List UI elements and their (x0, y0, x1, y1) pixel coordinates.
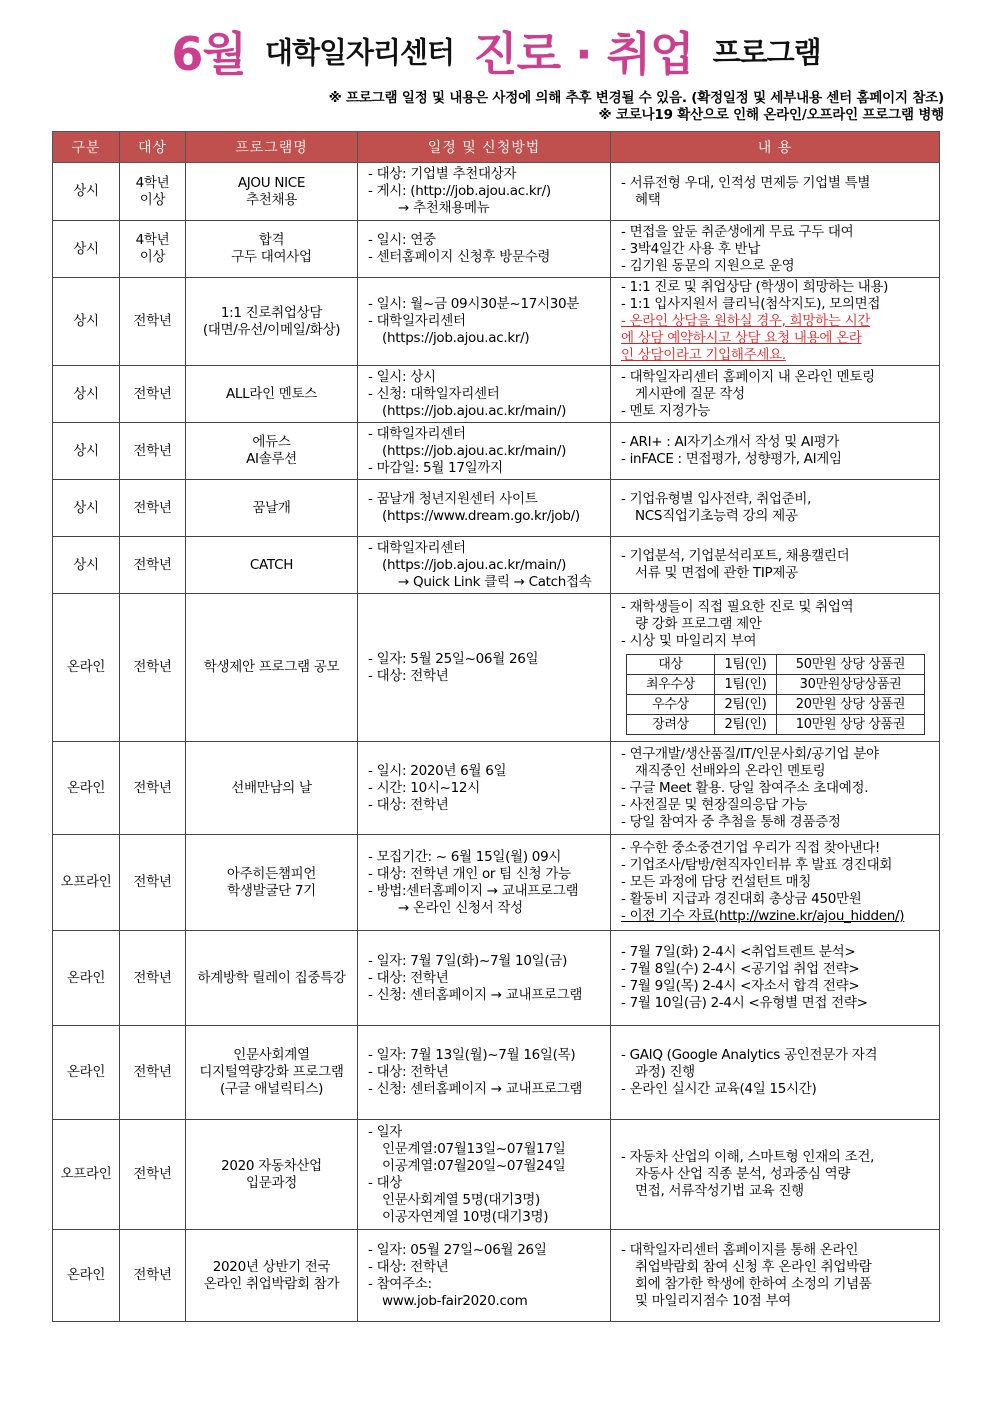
table-row (53, 366, 940, 423)
schedule-line: - 일자: 7월 13일(월)~7월 16일(목) (368, 1047, 576, 1063)
cell-target (120, 594, 186, 742)
cell-schedule (358, 594, 611, 742)
notice-block (329, 90, 944, 124)
cell-content (611, 594, 940, 742)
cell-content (611, 537, 940, 594)
page-title (0, 18, 992, 84)
program-name-line: 온라인 취업박람회 참가 (203, 1275, 340, 1292)
title-center: 대학일자리센터 (264, 35, 455, 70)
program-name-line: 디지털역량강화 프로그램 (199, 1064, 344, 1080)
cell-program-name (186, 163, 358, 221)
schedule-line: - 참여주소: (368, 1275, 432, 1292)
schedule-line: (https://www.dream.go.kr/job/) (382, 508, 580, 524)
program-name-line: AI솔루션 (246, 451, 297, 467)
content-line: NCS직업기초능력 강의 제공 (635, 508, 798, 524)
cell-category: 오프라인 (53, 1120, 120, 1230)
schedule-line: - 대상: 전학년 (368, 1064, 449, 1080)
target-line: 전학년 (133, 499, 172, 516)
cell-target (120, 1120, 186, 1230)
schedule-line: → 추천채용메뉴 (398, 200, 490, 216)
cell-category: 상시 (53, 480, 120, 537)
schedule-line: - 신청: 센터홈페이지 → 교내프로그램 (368, 986, 583, 1003)
target-line: 전학년 (133, 874, 172, 890)
table-row (53, 835, 940, 931)
schedule-line: - 신청: 대학일자리센터 (368, 385, 500, 402)
prize-cell: 최우수상 (627, 674, 715, 694)
schedule-line: - 대상 (368, 1174, 403, 1191)
table-row (53, 1026, 940, 1120)
schedule-line: - 대상: 기업별 추천대상자 (368, 166, 517, 182)
cell-schedule (358, 423, 611, 480)
cell-category: 온라인 (53, 1026, 120, 1120)
schedule-line: → Quick Link 클릭 → Catch접속 (398, 573, 592, 590)
program-name-line: 아주히든챔피언 (226, 865, 317, 882)
content-line: 취업박람회 참여 신청 후 온라인 취업박람 (635, 1258, 872, 1275)
content-line: - 우수한 중소중견기업 우리가 직접 찾아낸다! (621, 840, 880, 856)
cell-category: 오프라인 (53, 835, 120, 931)
cell-category: 상시 (53, 537, 120, 594)
content-line: - 연구개발/생산품질/IT/인문사회/공기업 분야 (621, 745, 879, 762)
content-line: 혜택 (635, 191, 661, 208)
program-name-line: 합격 (258, 232, 285, 248)
cell-content (611, 278, 940, 366)
table-row (53, 480, 940, 537)
program-name-line: ALL라인 멘토스 (225, 385, 318, 402)
program-name-line: 2020 자동차산업 (221, 1157, 322, 1174)
schedule-line: - 시간: 10시~12시 (368, 779, 480, 796)
target-line: 이상 (139, 191, 166, 208)
table-row (53, 221, 940, 278)
schedule-line: - 대상: 전학년 개인 or 팀 신청 가능 (368, 865, 571, 882)
header-program: 프로그램명 (186, 132, 358, 163)
cell-target (120, 163, 186, 221)
prize-row (627, 654, 925, 674)
content-line: - 기업조사/탐방/현직자인터뷰 후 발표 경진대회 (621, 857, 893, 873)
cell-target (120, 480, 186, 537)
target-line: 전학년 (133, 969, 172, 986)
content-line: - 대학일자리센터 홈페이지 내 온라인 멘토링 (621, 368, 875, 385)
content-line: - 서류전형 우대, 인적성 면제등 기업별 특별 (621, 174, 871, 191)
prize-cell: 10만원 상당 상품권 (777, 714, 925, 734)
content-notice-line: - 온라인 상담을 원하실 경우, 희망하는 시간 (621, 313, 871, 329)
cell-program-name (186, 366, 358, 423)
table-header-row (53, 132, 940, 163)
schedule-line: - 일자: 5월 25일~06월 26일 (368, 650, 539, 667)
cell-content (611, 835, 940, 931)
program-table (52, 131, 940, 1322)
content-line: 게시판에 질문 작성 (635, 385, 745, 402)
cell-category: 상시 (53, 163, 120, 221)
schedule-line: 이공계열:07월20일~07월24일 (382, 1157, 566, 1174)
prize-table (626, 654, 925, 735)
cell-target (120, 366, 186, 423)
program-name-line: 에듀스 (252, 434, 291, 450)
content-line: - 1:1 입사지원서 클리닉(첨삭지도), 모의면접 (621, 296, 881, 312)
program-name-line: 하계방학 릴레이 집중특강 (197, 969, 346, 986)
prize-cell: 30만원상당상품권 (777, 674, 925, 694)
prize-cell: 우수상 (627, 694, 715, 714)
cell-schedule (358, 1230, 611, 1322)
target-line: 4학년 (135, 232, 170, 248)
notice-line: ※ 프로그램 일정 및 내용은 사정에 의해 추후 변경될 수 있음. (확정일정 및 세부내용 센터 홈페이지 참조) (328, 90, 944, 106)
schedule-line: → 온라인 신청서 작성 (398, 899, 523, 916)
schedule-line: 인문사회계열 5명(대기3명) (382, 1191, 540, 1208)
schedule-line: - 대상: 전학년 (368, 969, 449, 986)
target-line: 4학년 (135, 174, 170, 191)
header-schedule: 일정 및 신청방법 (358, 132, 611, 163)
content-line: 재직중인 선배와의 온라인 멘토링 (635, 762, 826, 779)
schedule-line: - 마감일: 5월 17일까지 (368, 459, 503, 476)
cell-schedule (358, 835, 611, 931)
cell-target (120, 423, 186, 480)
cell-program-name (186, 1120, 358, 1230)
cell-content (611, 1026, 940, 1120)
program-name-line: CATCH (249, 556, 294, 573)
schedule-line: - 대학일자리센터 (368, 425, 466, 442)
content-line: 량 강화 프로그램 제안 (635, 615, 762, 632)
cell-schedule (358, 742, 611, 835)
prize-cell: 장려상 (627, 714, 715, 734)
cell-target (120, 1026, 186, 1120)
content-line: - 활동비 지급과 경진대회 총상금 450만원 (621, 891, 862, 907)
cell-schedule (358, 537, 611, 594)
content-line: - 김기원 동문의 지원으로 운영 (621, 257, 795, 274)
schedule-line: - 일시: 월~금 09시30분~17시30분 (368, 296, 580, 312)
schedule-line: - 일시: 2020년 6월 6일 (368, 762, 507, 779)
prize-cell: 20만원 상당 상품권 (777, 694, 925, 714)
table-row (53, 163, 940, 221)
content-line: 자동사 산업 직종 분석, 성과중심 역량 (635, 1166, 851, 1182)
content-line: 과정) 진행 (635, 1064, 695, 1080)
cell-program-name (186, 537, 358, 594)
notice-line: ※ 코로나19 확산으로 인해 온라인/오프라인 프로그램 병행 (598, 107, 944, 123)
cell-content (611, 1230, 940, 1322)
program-name-line: (구글 애널릭티스) (219, 1081, 324, 1097)
table-row (53, 742, 940, 835)
cell-schedule (358, 163, 611, 221)
content-line: - 1:1 진로 및 취업상담 (학생이 희망하는 내용) (621, 279, 889, 295)
cell-program-name (186, 835, 358, 931)
target-line: 전학년 (133, 659, 172, 675)
cell-program-name (186, 742, 358, 835)
program-name-line: 학생발굴단 7기 (227, 882, 316, 899)
content-line: - 구글 Meet 활용. 당일 참여주소 초대예정. (621, 779, 869, 796)
program-name-line: 구두 대여사업 (231, 249, 312, 265)
cell-program-name (186, 931, 358, 1026)
schedule-line: - 일자: 7월 7일(화)~7월 10일(금) (368, 952, 568, 969)
content-line: - 당일 참여자 중 추첨을 통해 경품증정 (621, 813, 841, 830)
schedule-line: - 방법:센터홈페이지 → 교내프로그램 (368, 882, 579, 899)
content-notice-line: 인 상담이라고 기입해주세요. (621, 347, 786, 363)
cell-program-name (186, 480, 358, 537)
prize-cell: 대상 (627, 654, 715, 674)
table-row (53, 537, 940, 594)
schedule-line: - 일시: 상시 (368, 368, 436, 385)
cell-target (120, 278, 186, 366)
header-category: 구분 (53, 132, 120, 163)
target-line: 전학년 (133, 385, 172, 402)
content-line: - 사전질문 및 현장질의응답 가능 (621, 796, 808, 813)
content-line: - 기업유형별 입사전략, 취업준비, (621, 491, 812, 507)
content-line: - 7월 10일(금) 2-4시 <유형별 면접 전략> (621, 995, 868, 1011)
prize-cell: 2팀(인) (715, 694, 777, 714)
cell-schedule (358, 221, 611, 278)
schedule-line: (https://job.ajou.ac.kr/) (382, 330, 530, 346)
cell-content (611, 1120, 940, 1230)
cell-target (120, 537, 186, 594)
cell-category: 온라인 (53, 594, 120, 742)
cell-target (120, 931, 186, 1026)
cell-category: 상시 (53, 221, 120, 278)
schedule-line: 인문계열:07월13일~07월17일 (382, 1140, 566, 1157)
schedule-line: (https://job.ajou.ac.kr/main/) (382, 442, 567, 459)
schedule-line: - 꿈날개 청년지원센터 사이트 (368, 491, 538, 507)
schedule-line: - 게시: (http://job.ajou.ac.kr/) (368, 183, 551, 199)
table-row (53, 1230, 940, 1322)
header-content: 내 용 (611, 132, 940, 163)
prize-cell: 2팀(인) (715, 714, 777, 734)
schedule-line: - 센터홈페이지 신청후 방문수령 (368, 249, 551, 265)
cell-program-name (186, 1230, 358, 1322)
program-name-line: 학생제안 프로그램 공모 (203, 659, 340, 675)
cell-content (611, 163, 940, 221)
content-line: - 온라인 실시간 교육(4일 15시간) (621, 1081, 817, 1097)
program-name-line: 선배만남의 날 (231, 779, 312, 796)
cell-category: 상시 (53, 278, 120, 366)
content-line: - 3박4일간 사용 후 반납 (621, 240, 761, 257)
cell-schedule (358, 1120, 611, 1230)
content-line: - 면접을 앞둔 취준생에게 무료 구두 대여 (621, 223, 854, 240)
content-notice-line: 에 상담 예약하시고 상담 요청 내용에 온라 (621, 330, 862, 346)
content-line: 회에 참가한 학생에 한하여 소정의 기념품 (635, 1275, 872, 1292)
content-line: 면접, 서류작성기법 교육 진행 (635, 1183, 804, 1199)
cell-category: 상시 (53, 366, 120, 423)
cell-schedule (358, 366, 611, 423)
cell-content (611, 931, 940, 1026)
target-line: 전학년 (133, 779, 172, 796)
cell-content (611, 480, 940, 537)
content-line: - ARI+ : AI자기소개서 작성 및 AI평가 (621, 434, 840, 450)
content-line: - 7월 7일(화) 2-4시 <취업트렌트 분석> (621, 944, 856, 960)
content-line: - GAIQ (Google Analytics 공인전문가 자격 (621, 1047, 878, 1063)
table-row (53, 423, 940, 480)
cell-category: 온라인 (53, 742, 120, 835)
cell-schedule (358, 480, 611, 537)
cell-program-name (186, 278, 358, 366)
header-target: 대상 (120, 132, 186, 163)
prize-cell: 1팀(인) (715, 674, 777, 694)
cell-program-name (186, 1026, 358, 1120)
content-line: - 재학생들이 직접 필요한 진로 및 취업역 (621, 598, 854, 615)
cell-program-name (186, 221, 358, 278)
target-line: 전학년 (133, 556, 172, 573)
cell-category: 상시 (53, 423, 120, 480)
table-row (53, 931, 940, 1026)
schedule-line: - 대상: 전학년 (368, 667, 449, 684)
prize-row (627, 694, 925, 714)
schedule-line: - 대상: 전학년 (368, 1258, 449, 1275)
content-line: - 모든 과정에 담당 컨설턴트 매칭 (621, 874, 812, 890)
program-name-line: 1:1 진로취업상담 (220, 304, 323, 321)
schedule-line: (https://job.ajou.ac.kr/main/) (382, 556, 567, 573)
program-name-line: AJOU NICE (237, 174, 306, 191)
cell-schedule (358, 278, 611, 366)
cell-content (611, 423, 940, 480)
schedule-line: - 일자 (368, 1123, 403, 1140)
program-name-line: 입문과정 (246, 1174, 297, 1191)
table-row (53, 1120, 940, 1230)
title-suffix: 프로그램 (712, 35, 821, 70)
cell-schedule (358, 1026, 611, 1120)
prize-cell: 1팀(인) (715, 654, 777, 674)
schedule-line: - 모집기간: ~ 6월 15일(월) 09시 (368, 848, 562, 865)
cell-target (120, 221, 186, 278)
content-line: - 이전 기수 자료(http://wzine.kr/ajou_hidden/) (621, 908, 905, 924)
target-line: 전학년 (133, 1166, 172, 1182)
content-line: - inFACE : 면접평가, 성향평가, AI게임 (621, 451, 842, 467)
target-line: 이상 (139, 249, 166, 265)
program-name-line: 2020년 상반기 전국 (212, 1258, 331, 1275)
table-row (53, 278, 940, 366)
content-line: 서류 및 면접에 관한 TIP제공 (635, 565, 798, 581)
content-line: - 자동차 산업의 이해, 스마트형 인재의 조건, (621, 1149, 875, 1165)
cell-program-name (186, 594, 358, 742)
program-name-line: 추천채용 (246, 191, 297, 208)
target-line: 전학년 (133, 1267, 172, 1283)
table-row (53, 594, 940, 742)
prize-row (627, 674, 925, 694)
cell-target (120, 742, 186, 835)
prize-row (627, 714, 925, 734)
cell-target (120, 835, 186, 931)
schedule-line: - 신청: 센터홈페이지 → 교내프로그램 (368, 1081, 583, 1097)
program-name-line: 인문사회계열 (233, 1047, 310, 1063)
cell-program-name (186, 423, 358, 480)
cell-content (611, 742, 940, 835)
content-line: - 기업분석, 기업분석리포트, 채용캘린더 (621, 548, 850, 564)
schedule-line: - 대학일자리센터 (368, 313, 466, 329)
content-line: - 7월 9일(목) 2-4시 <자소서 합격 전략> (621, 978, 860, 994)
schedule-line: - 대상: 전학년 (368, 796, 449, 813)
target-line: 전학년 (133, 1064, 172, 1080)
content-line: 및 마일리지점수 10점 부여 (635, 1292, 791, 1309)
schedule-line: - 대학일자리센터 (368, 539, 466, 556)
content-line: - 대학일자리센터 홈페이지를 통해 온라인 (621, 1241, 859, 1258)
schedule-line: - 일시: 연중 (368, 232, 436, 248)
cell-content (611, 221, 940, 278)
cell-content (611, 366, 940, 423)
cell-schedule (358, 931, 611, 1026)
schedule-line: www.job-fair2020.com (382, 1292, 528, 1309)
schedule-line: 이공자연계열 10명(대기3명) (382, 1208, 549, 1225)
prize-cell: 50만원 상당 상품권 (777, 654, 925, 674)
cell-target (120, 1230, 186, 1322)
cell-category: 온라인 (53, 931, 120, 1026)
content-line: - 멘토 지정가능 (621, 402, 710, 419)
target-line: 전학년 (133, 313, 172, 329)
content-line: - 7월 8일(수) 2-4시 <공기업 취업 전략> (621, 961, 860, 977)
target-line: 전학년 (133, 442, 172, 459)
program-name-line: (대면/유선/이메일/화상) (202, 321, 341, 338)
program-name-line: 꿈날개 (252, 499, 291, 516)
schedule-line: - 일자: 05월 27일~06월 26일 (368, 1241, 547, 1258)
content-line: - 시상 및 마일리지 부여 (621, 632, 757, 649)
title-month: 6월 (171, 27, 246, 81)
cell-category: 온라인 (53, 1230, 120, 1322)
title-highlight: 진로 · 취업 (473, 27, 694, 81)
schedule-line: (https://job.ajou.ac.kr/main/) (382, 402, 567, 419)
